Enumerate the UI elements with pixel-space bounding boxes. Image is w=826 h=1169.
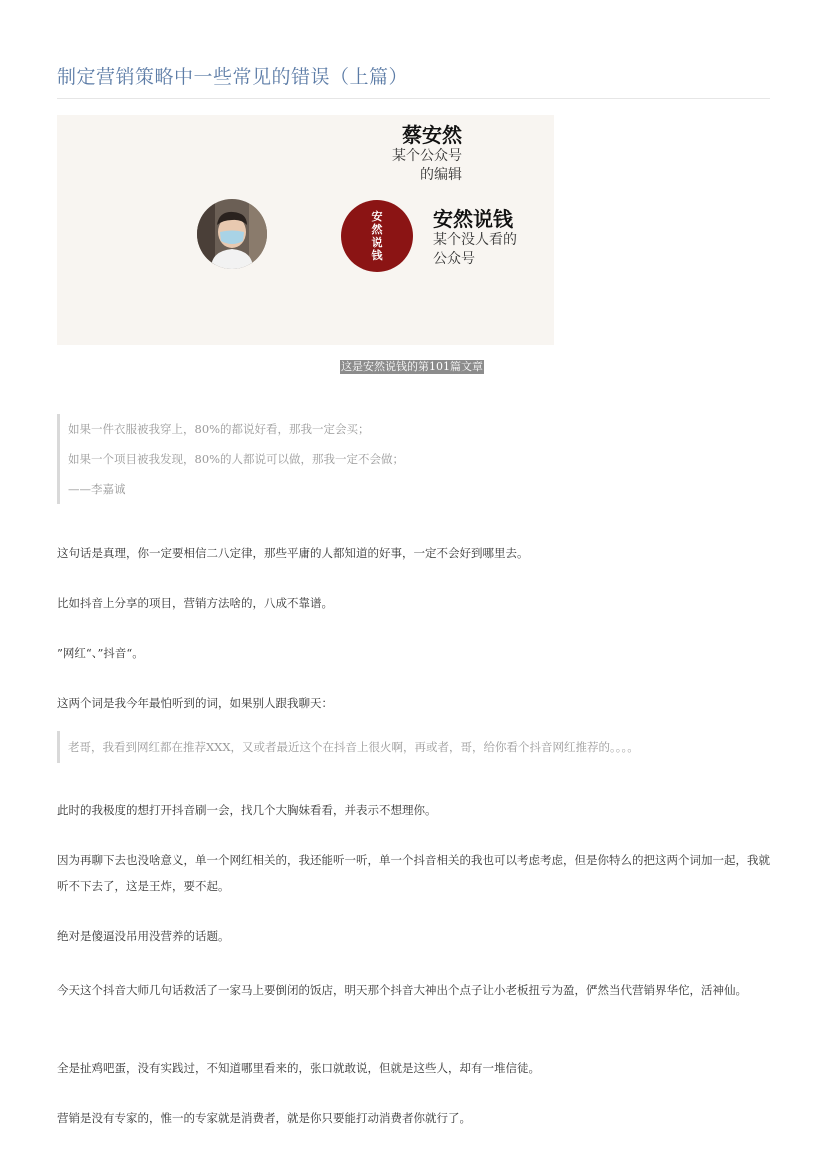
paragraph: 绝对是傻逼没吊用没营养的话题。 [57, 929, 230, 943]
brand-desc-line-1: 某个没人看的 [433, 232, 517, 248]
paragraph: 比如抖音上分享的项目，营销方法啥的，八成不靠谱。 [57, 596, 333, 610]
paragraph: 今天这个抖音大师几句话救活了一家马上要倒闭的饭店，明天那个抖音大神出个点子让小老板扭亏为盈，俨然当代营销界华佗，活神仙。 [57, 983, 747, 997]
brand-desc-line-2: 公众号 [433, 251, 475, 267]
paragraph: 因为再聊下去也没啥意义，单一个网红相关的，我还能听一听，单一个抖音相关的我也可以考虑考虑，但是你特么的把这两个词加一起，我就听不下去了，这是王炸，要不起。 [57, 853, 770, 893]
badge-char-2: 然 [371, 223, 383, 236]
badge-char-4: 钱 [371, 249, 383, 262]
paragraph: 全是扯鸡吧蛋，没有实践过，不知道哪里看来的，张口就敢说，但就是这些人，却有一堆信徒。 [57, 1061, 540, 1075]
quote-line: 如果一件衣服被我穿上，80%的都说好看，那我一定会买； [68, 422, 370, 436]
blockquote-li-ka-shing [57, 414, 404, 504]
brand-description [433, 231, 517, 269]
badge-char-3: 说 [371, 236, 383, 249]
paragraph: 此时的我极度的想打开抖音刷一会，找几个大胸妹看看，并表示不想理你。 [57, 803, 437, 817]
brand-name: 安然说钱 [433, 207, 513, 231]
author-name-text: 蔡安然 [402, 123, 462, 147]
paragraph: ”网红“、”抖音“。 [57, 646, 144, 660]
quote-line: 老哥，我看到网红都在推荐XXX，又或者最近这个在抖音上很火啊，再或者，哥，给你看个抖音网红推荐的。。。。 [68, 740, 639, 754]
blockquote-friend-chat [57, 731, 639, 763]
header-banner-image [57, 115, 554, 345]
article-title: 制定营销策略中一些常见的错误（上篇） [57, 66, 409, 88]
badge-char-1: 安 [371, 210, 383, 223]
image-caption: 这是安然说钱的第101篇文章 [341, 360, 483, 373]
author-name [402, 119, 462, 148]
paragraph: 这两个词是我今年最怕听到的词，如果别人跟我聊天： [57, 696, 333, 710]
paragraph: 营销是没有专家的，惟一的专家就是消费者，就是你只要能打动消费者你就行了。 [57, 1111, 471, 1125]
quote-line: 如果一个项目被我发现，80%的人都说可以做，那我一定不会做； [68, 452, 405, 466]
author-desc-line-1: 某个公众号 [392, 148, 462, 164]
brand-logo-badge [341, 200, 413, 272]
paragraph: 这句话是真理，你一定要相信二八定律，那些平庸的人都知道的好事，一定不会好到哪里去。 [57, 546, 529, 560]
author-desc-line-2: 的编辑 [420, 167, 462, 183]
quote-attribution: ——李嘉诚 [68, 482, 126, 496]
author-avatar [197, 199, 267, 269]
title-divider [57, 98, 770, 99]
avatar-photo [197, 199, 267, 269]
author-description [392, 147, 462, 185]
